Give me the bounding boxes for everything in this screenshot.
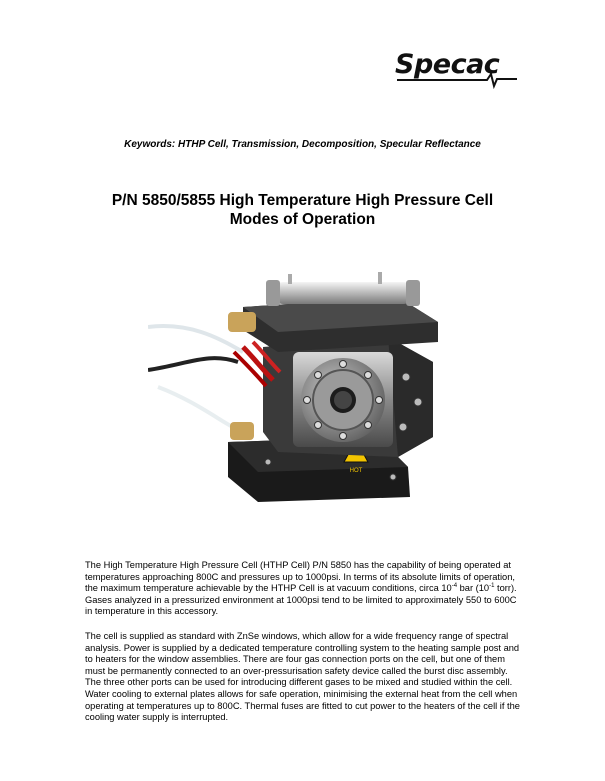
p1-part2: bar (10 bbox=[457, 583, 490, 594]
p1-part1: The High Temperature High Pressure Cell (HTHP Cell) P/N 5850 has the capability of being operated at temperatures approaching 800C and pressures up to 1000psi. In terms of its absolute limits of operation, the maximum temperature achievable by the HTHP Cell is at vacuum conditions, circa 10 bbox=[85, 560, 515, 594]
specac-logo bbox=[395, 48, 520, 90]
p1-superscript-1: -4 bbox=[451, 583, 458, 590]
keywords-line: Keywords: HTHP Cell, Transmission, Decomposition, Specular Reflectance bbox=[124, 139, 481, 150]
warning-label: HOT bbox=[349, 468, 363, 474]
title-line-2: Modes of Operation bbox=[229, 211, 376, 228]
details-paragraph: The cell is supplied as standard with ZnSe windows, which allow for a wide frequency range of spectral analysis. Power is supplied by a dedicated temperature controlling system to the heating sample post and to heaters for the window assemblies. There are four gas connection ports on the cell, but one of them must be permanently connected to an over-pressurisation safety device called the burst disc assembly. The three other ports can be used for introducing different gases to be mixed and studied within the cell. Water cooling to external plates allows for safe operation, minimising the external heat from the cell when operating at temperatures up to 800C. Thermal fuses are fitted to cut power to the heaters of the cell if the cooling water supply is interrupted. bbox=[85, 631, 520, 723]
p1-part3: torr). Gases analyzed in a pressurized environment at 1000psi tend to be limited to approximately 550 to 600C in temperature in this accessory. bbox=[85, 583, 517, 617]
hthp-cell-photo bbox=[148, 252, 448, 522]
logo-underline-icon bbox=[395, 48, 520, 90]
p1-superscript-2: -1 bbox=[489, 583, 495, 590]
title-line-1: P/N 5850/5855 High Temperature High Pressure Cell bbox=[111, 192, 494, 209]
intro-paragraph bbox=[85, 560, 525, 618]
page-title bbox=[0, 191, 605, 229]
logo-text: Specac bbox=[395, 49, 500, 80]
